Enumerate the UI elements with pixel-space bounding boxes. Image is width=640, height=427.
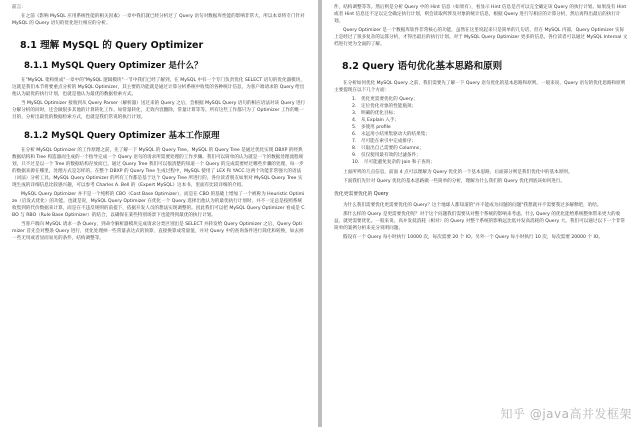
section-heading-8-1-2: 8.1.2 MySQL Query Optimizer 基本工作原理: [24, 131, 220, 141]
list-item: 10. 尽可能避免复杂的 Join 和子查询；: [352, 160, 435, 165]
list-item: 8. 只取出自己需要的 Columns；: [352, 146, 424, 151]
list-item: 9. 仅仅使用最有效的过滤条件；: [352, 153, 421, 158]
paragraph: 在分析如何优化 MySQL Query 之前，我们需要先了解一下 Query 语句优化的基本思路和原则。一般来说，Query 语句的优化思路和原则主要提现在以下几个方面：: [334, 81, 626, 93]
section-heading-8-1-1: 8.1.1 MySQL Query Optimizer 是什么？: [24, 61, 203, 71]
preface-label: 前言：: [12, 5, 26, 10]
section-heading-8-1: 8.1 理解 MySQL 的 Query Optimizer: [20, 40, 204, 51]
list-item: 3. 明确的优化目标；: [352, 111, 398, 116]
left-page: [0, 0, 318, 427]
list-item: 6. 永远用小结果集驱动大的结果集；: [352, 132, 430, 137]
list-item: 1. 优化更需要优化的 Query；: [352, 97, 418, 102]
paragraph: 在之前《影响 MySQL 应用系统性能的相关因素》一章中我们就已经分析过了 Query 语句对数据库性能的影响非常大，所以本章将专门针对 MySQL 的 Query 语句的优化进行相应的分析。: [12, 14, 305, 26]
paragraph: 下面我们先针对 Query 优化的基本思路做一些简单的分析，理解为什么我们的 Query 优化到底该如何进行。: [343, 179, 566, 184]
principles-list: [352, 96, 628, 166]
watermark: 知乎 @java高并发框架: [500, 407, 632, 421]
paragraph: 当 MySQL Optimizer 接收到从 Query Parser（解析器）送过来的 Query 之后，会根据 MySQL Query 语句的相应语法对该 Query 进行分解分析的同时，还会做很多其他的计算转化工作。如常量转化，无效内容删除，常量计算等等。所有这些工作都只为了 Optimizer 工作的唯一目的，分析出最优的数据检索方式，也就是我们常说的执行计划。: [12, 101, 306, 120]
paragraph: 在分析 MySQL Optimizer 的工作原理之前，先了解一下 MySQL 的 Query Tree。MySQL 的 Query Tree 是通过优化实现 DBXP 的经典数据结构和 Tree 构造器而生成的一个指导完成一个 Query 语句的请求所需要处理的工作步骤。我们可以简单的认为就是一个的数据处理流程规划，只不过是以一个 Tree 的数据结构存放而已。通过 Query Tree 我们可以很清楚的知道一个 Query 的完成需要经过哪些步骤的处理，每一步的数据来源在哪里，处理方式是怎样的。在整个 DBXP 的 Query Tree 生成过程中，MySQL 使用了 LEX 和 YACC 这两个功能非常强大的语法（词法）分析工具。MySQL Query Optimizer 的所有工作都是基于这个 Query Tree 所进行的。各位读者朋友如果对 MySQL Query Tree 实现生成的详细信息比较感兴趣，可以参考 Charles A. Bell 的《Expert MySQL》这本书，里面有比较详细的介绍。: [12, 148, 304, 188]
list-item: 4. 从 Explain 入手；: [352, 118, 400, 123]
right-page: [322, 0, 640, 427]
paragraph: 当客户端向 MySQL 请求一条 Query，到命令解析器模块完成请求分类区别出是 SELECT 并转发给 Query Optimizer 之后，Query Optimizer 首先会对整条 Query 进行，优化处理掉一些常量表达式的预算，直接换算成常量值，并对 Query 中的查询条件进行简化和转换，如去掉一些无用或者显而易见的条件，结构调整等。: [12, 222, 304, 241]
paragraph: 上面所列的几点信息，前面 4 点可以理解为 Query 优化的一个基本思路，后面部分则是我们优化中的基本原则。: [343, 170, 573, 175]
paragraph: 件，结构调整等等。然后则是分析 Query 中的 Hint 信息（如果有），看显示 Hint 信息是否可以完全确定该 Query 的执行计划。如果没有 Hint 或者 Hint 信息还不足以完全确定执行计划，则会读取所涉及对象的统计信息，根据 Query 进行写相应的计算分析，然后再得出最后的执行计划。: [334, 5, 627, 24]
list-item: 2. 定位优化对象的性能瓶颈；: [352, 104, 417, 109]
paragraph: 为什么我们需要优化更需要优化的 Query？这个地球人都知道的"并不能成为问题的问题"我想就并不需要我过多解释吧，哈哈。: [343, 203, 602, 208]
paragraph: 假设有一个 Query 每小时执行 10000 次，每次需要 20 个 IO。另外一个 Query 每小时执行 10 次，每次需要 20000 个 IO。: [343, 235, 604, 240]
section-heading-8-2: 8.2 Query 语句优化基本思路和原则: [342, 61, 503, 72]
subheading: 优化更需要优化的 Query: [334, 192, 389, 197]
paragraph: 那什么样的 Query 是更需要优化呢？对于这个问题我们需要从对整个系统的影响来考虑。什么 Query 的优化能给系统整体带来更大的收益，就更需要优化。一般来说，高并发低消耗（相对）的 Query 对整个系统的影响远比低并发高消耗的 Query 大。我们可以通过以下一个非常简单的案例分析来充分说明问题。: [334, 212, 626, 231]
list-item: 5. 多使用 profile: [352, 125, 391, 130]
paragraph: 在"MySQL 架构组成"一章中的"MySQL 逻辑模块"一节中我们已经了解到，在 MySQL 中有一个专门负责优化 SELECT 语句的优化器模块，这就是我们本节将要重点分析的 MySQL Optimizer，其主要的功能就是通过计算分析系统中收集的各种统计信息，为客户端请求的 Query 给出他认为最优的执行计划，也就是他认为最优的数据检索方式。: [12, 78, 305, 97]
paragraph: MySQL Query Optimizer 并不是一个纯粹的 CBO（Cost Base Optimizer），而是在 CBO 的基础上增加了一个被称为 Heuristic Optimize（启发式优化）的功能。也就是说，MySQL Query Optimizer 在优化一个 Query 选择出他认为的最优执行计划时，并不一定总是按照系统收集到的代价数据来计算，而是在不违反规则的前提下，依据开发人员的想法实现调整的。因此我们可以把 MySQL Query Optimizer 看成是 CBO 与 RBO（Rule Base Optimizer）的结合，以确保在某些特别场景下也能得到最优的执行计划。: [12, 192, 305, 218]
list-item: 7. 尽可能在索引中完成排序；: [352, 139, 417, 144]
paragraph: Query Optimizer 是一个数据库软件非常核心的功能，虽然在这里说起来只是简单的几句话，但在 MySQL 内部，Query Optimizer 实际上是经过了很多复杂的运算分析，才得出最后的执行计划。对于 MySQL Query Optimizer 更多的信息，各位读者可以通过 MySQL Internal 文档进行更为全面的了解。: [334, 28, 628, 47]
